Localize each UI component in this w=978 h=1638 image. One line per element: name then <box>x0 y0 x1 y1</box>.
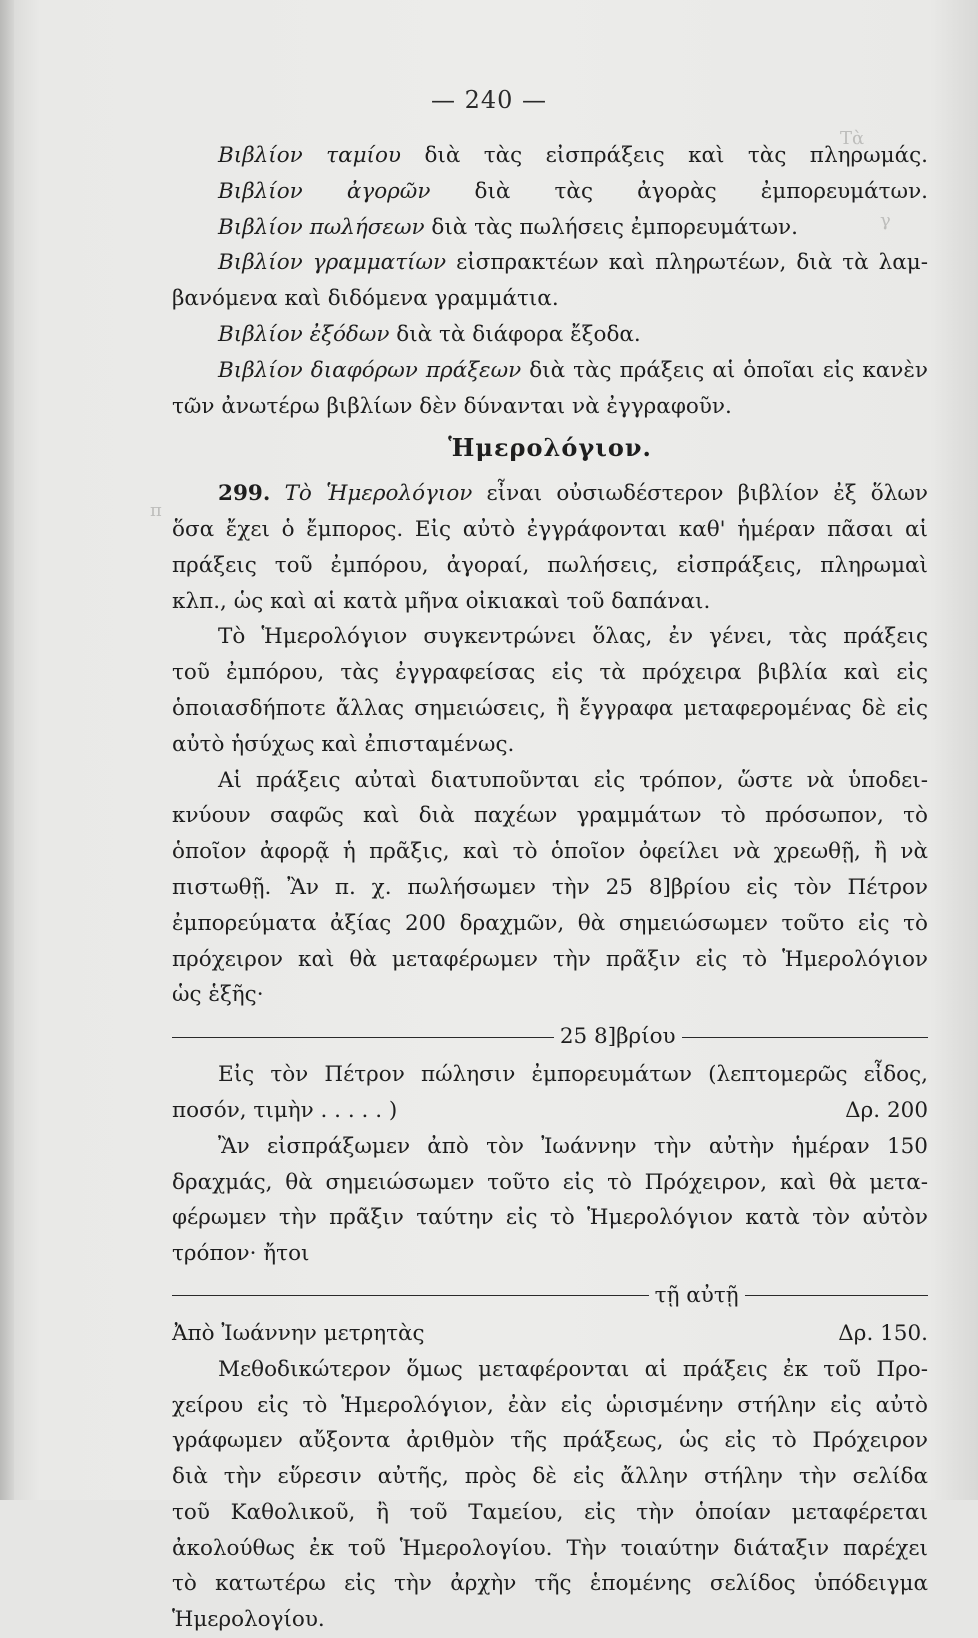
page-number: — 240 — <box>430 86 548 114</box>
paragraph-line: Μεθοδικώτερον ὅμως μεταφέρονται αἱ πράξεις ἐκ τοῦ Προ- <box>218 1356 928 1382</box>
book-list-item: Βιβλίον ἐξόδων διὰ τὰ διάφορα ἔξοδα. <box>218 321 641 347</box>
paragraph-line: ὁποῖον ἀφορᾷ ἡ πρᾶξις, καὶ τὸ ὁποῖον ὀφείλει νὰ χρεωθῇ, ἢ νὰ <box>172 839 928 865</box>
paragraph-line: δραχμάς, θὰ σημειώσωμεν τοῦτο εἰς τὸ Πρόχειρον, καὶ θὰ μετα- <box>172 1169 928 1195</box>
section-heading: Ἡμερολόγιον. <box>448 433 652 463</box>
paragraph-line: κνύουν σαφῶς καὶ διὰ παχέων γραμμάτων τὸ πρόσωπον, τὸ <box>172 803 928 829</box>
paragraph-line: κλπ., ὡς καὶ αἱ κατὰ μῆνα οἰκιακαὶ τοῦ δαπάναι. <box>172 588 711 614</box>
book-list-item: Βιβλίον γραμματίων εἰσπρακτέων καὶ πληρωτέων, διὰ τὰ λαμ- <box>218 250 928 276</box>
binding-edge <box>0 0 14 1500</box>
journal-date-rule <box>172 1019 928 1055</box>
journal-date: τῇ αὐτῇ <box>654 1283 739 1308</box>
main-text <box>172 138 928 1638</box>
bleed-through-text: γ <box>880 210 891 231</box>
paragraph-line: Ἂν εἰσπράξωμεν ἀπὸ τὸν Ἰωάννην τὴν αὐτὴν ἡμέραν 150 <box>218 1133 928 1159</box>
book-list-item-continuation: βανόμενα καὶ διδόμενα γραμμάτια. <box>172 286 559 312</box>
paragraph-line: ὡς ἑξῆς· <box>172 982 264 1008</box>
rule-line <box>745 1295 928 1296</box>
bleed-through-text: π <box>150 500 162 521</box>
journal-amount: Δρ. 200 <box>845 1097 928 1123</box>
journal-entry-line: Εἰς τὸν Πέτρον πώλησιν ἐμπορευμάτων (λεπτομερῶς εἶδος, <box>218 1062 928 1088</box>
paragraph-line: διὰ τὴν εὕρεσιν αὐτῆς, πρὸς δὲ εἰς ἄλλην στήλην τὴν σελίδα <box>172 1464 928 1490</box>
rule-line <box>172 1037 554 1038</box>
paragraph-line: αὐτὸ ἡσύχως καὶ ἐπισταμένως. <box>172 731 515 757</box>
paragraph-line: ὅσα ἔχει ὁ ἔμπορος. Εἰς αὐτὸ ἐγγράφονται καθ' ἡμέραν πᾶσαι αἱ <box>172 516 928 542</box>
journal-entry-line: ποσόν, τιμὴν . . . . . ) Δρ. 200 <box>172 1093 928 1129</box>
paragraph-line: πιστωθῇ. Ἂν π. χ. πωλήσωμεν τὴν 25 8]βρίου εἰς τὸν Πέτρον <box>172 874 928 900</box>
rule-line <box>682 1037 928 1038</box>
paragraph-line: τοῦ Καθολικοῦ, ἢ τοῦ Ταμείου, εἰς τὴν ὁποίαν μεταφέρεται <box>172 1499 928 1525</box>
book-list-item: Βιβλίον διαφόρων πράξεων διὰ τὰς πράξεις αἱ ὁποῖαι εἰς κανὲν <box>218 357 928 383</box>
paragraph-line: γράφωμεν αὔξοντα ἀριθμὸν τῆς πράξεως, ὡς εἰς τὸ Πρόχειρον <box>172 1428 928 1454</box>
paragraph-line: τὸ κατωτέρω εἰς τὴν ἀρχὴν τῆς ἑπομένης σελίδος ὑπόδειγμα <box>172 1571 928 1597</box>
paragraph-number: 299. <box>218 481 271 507</box>
bleed-through-text: Τὰ <box>840 128 865 149</box>
paragraph-line: χείρου εἰς τὸ Ἡμερολόγιον, ἐὰν εἰς ὡρισμένην στήλην εἰς αὐτὸ <box>172 1392 928 1418</box>
book-list-item: Βιβλίον πωλήσεων διὰ τὰς πωλήσεις ἐμπορευμάτων. <box>218 214 798 240</box>
paragraph-line: Τὸ Ἡμερολόγιον συγκεντρώνει ὅλας, ἐν γένει, τὰς πράξεις <box>218 624 928 650</box>
journal-amount: Δρ. 150. <box>838 1320 928 1346</box>
book-list-item: Βιβλίον ταμίου διὰ τὰς εἰσπράξεις καὶ τὰς πληρωμάς. <box>218 143 928 168</box>
paragraph-line: πρόχειρον καὶ θὰ μεταφέρωμεν τὴν πρᾶξιν εἰς τὸ Ἡμερολόγιον <box>172 946 928 972</box>
rule-line <box>172 1295 649 1296</box>
paragraph-line: ὁποιασδήποτε ἄλλας σημειώσεις, ἢ ἔγγραφα μεταφερομένας δὲ εἰς <box>172 695 928 721</box>
paragraph-line: ἐμπορεύματα ἀξίας 200 δραχμῶν, θὰ σημειώσωμεν τοῦτο εἰς τὸ <box>172 910 928 936</box>
paragraph-line: πράξεις τοῦ ἐμπόρου, ἀγοραί, πωλήσεις, εἰσπράξεις, πληρωμαὶ <box>172 552 928 578</box>
book-list-item: Βιβλίον ἀγορῶν διὰ τὰς ἀγορὰς ἐμπορευμάτων. <box>218 178 928 204</box>
paragraph-line: τοῦ ἐμπόρου, τὰς ἐγγραφείσας εἰς τὰ πρόχειρα βιβλία καὶ εἰς <box>172 660 928 686</box>
paragraph-line: ἀκολούθως ἐκ τοῦ Ἡμερολογίου. Τὴν τοιαύτην διάταξιν παρέχει <box>172 1535 928 1561</box>
paragraph-line: 299. Τὸ Ἡμερολόγιον εἶναι οὐσιωδέστερον βιβλίον ἐξ ὅλων <box>218 481 928 507</box>
paragraph-line: τρόπον· ἤτοι <box>172 1241 310 1267</box>
journal-date: 25 8]βρίου <box>559 1024 676 1050</box>
paragraph-line: Ἡμερολογίου. <box>172 1607 325 1633</box>
journal-entry-line: Ἀπὸ Ἰωάννην μετρητὰς Δρ. 150. <box>172 1316 928 1352</box>
journal-date-rule <box>172 1278 928 1314</box>
paragraph-line: Αἱ πράξεις αὐταὶ διατυποῦνται εἰς τρόπον, ὥστε νὰ ὑποδει- <box>218 767 928 793</box>
book-list-item-continuation: τῶν ἀνωτέρω βιβλίων δὲν δύνανται νὰ ἐγγραφοῦν. <box>172 393 732 419</box>
paragraph-line: φέρωμεν τὴν πρᾶξιν ταύτην εἰς τὸ Ἡμερολόγιον κατὰ τὸν αὐτὸν <box>172 1205 928 1231</box>
